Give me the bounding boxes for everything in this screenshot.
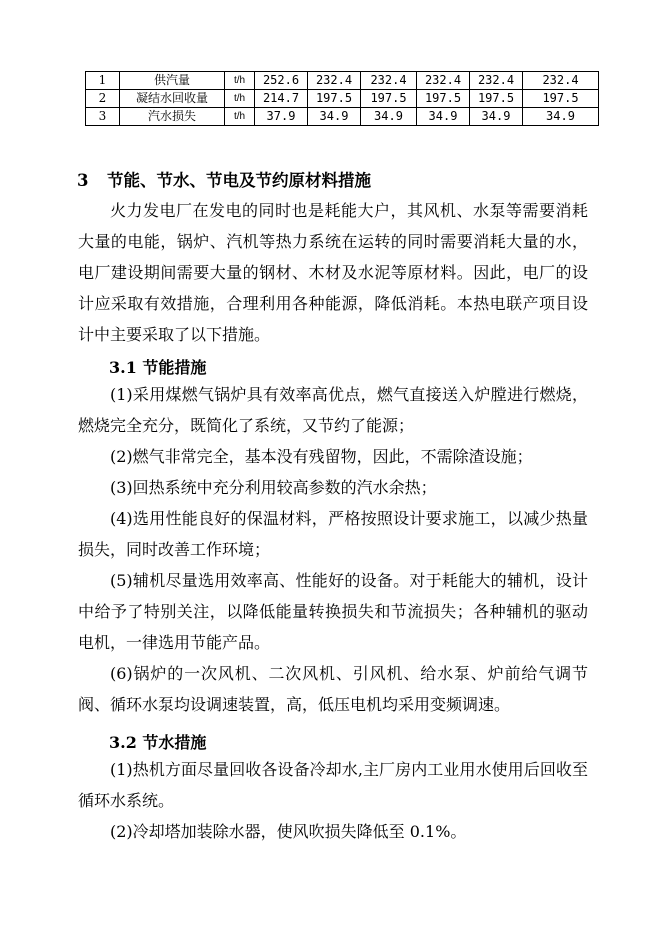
- row-number-cell: 1: [86, 72, 120, 90]
- row-number-cell: 2: [86, 90, 120, 108]
- energy-item: (2)燃气非常完全，基本没有残留物，因此，不需除渣设施；: [110, 447, 533, 466]
- value-cell: 197.5: [308, 90, 361, 108]
- intro-paragraph: 火力发电厂在发电的同时也是耗能大户，其风机、水泵等需要消耗大量的电能，锅炉、汽机等热力系统在运转的同时需要消耗大量的水，电厂建设期间需要大量的钢材、木材及水泥等原材料。因此，电厂的设计应采取有效措施，合理利用各种能源，降低消耗。本热电联产项目设计中主要采取了以下措施。: [78, 201, 588, 344]
- section-heading: 3 节能、节水、节电及节约原材料措施: [77, 171, 371, 190]
- value-cell: 214.7: [255, 90, 308, 108]
- energy-item: (5)辅机尽量选用效率高、性能好的设备。对于耗能大的辅机，设计中给予了特别关注，以降低能量转换损失和节流损失；各种辅机的驱动电机，一律选用节能产品。: [78, 571, 588, 652]
- row-number-cell: 3: [86, 108, 120, 126]
- energy-item: (4)选用性能良好的保温材料，严格按照设计要求施工，以减少热量损失，同时改善工作环境；: [78, 509, 588, 559]
- item-name-cell: 凝结水回收量: [120, 90, 225, 108]
- value-cell: 34.9: [470, 108, 523, 126]
- energy-item: (6)锅炉的一次风机、二次风机、引风机、给水泵、炉前给气调节阀、循环水泵均设调速装置，高，低压电机均采用变频调速。: [78, 664, 588, 714]
- value-cell: 197.5: [470, 90, 523, 108]
- steam-balance-table: [85, 71, 599, 126]
- water-saving-heading: 3.2 节水措施: [109, 733, 207, 752]
- value-cell: 34.9: [417, 108, 470, 126]
- value-cell: 232.4: [308, 72, 361, 90]
- energy-saving-heading: 3.1 节能措施: [109, 358, 207, 377]
- value-cell: 232.4: [361, 72, 417, 90]
- water-item: (1)热机方面尽量回收各设备冷却水,主厂房内工业用水使用后回收至循环水系统。: [78, 760, 588, 810]
- value-cell: 197.5: [523, 90, 599, 108]
- table-row: [86, 108, 599, 126]
- energy-item: (3)回热系统中充分利用较高参数的汽水余热；: [110, 478, 437, 497]
- value-cell: 34.9: [361, 108, 417, 126]
- value-cell: 37.9: [255, 108, 308, 126]
- unit-cell: t/h: [225, 108, 255, 126]
- value-cell: 34.9: [308, 108, 361, 126]
- item-name-cell: 汽水损失: [120, 108, 225, 126]
- value-cell: 232.4: [523, 72, 599, 90]
- value-cell: 34.9: [523, 108, 599, 126]
- table-row: [86, 90, 599, 108]
- value-cell: 197.5: [361, 90, 417, 108]
- value-cell: 232.4: [417, 72, 470, 90]
- water-item: (2)冷却塔加装除水器，使风吹损失降低至 0.1%。: [110, 822, 467, 841]
- energy-item: (1)采用煤燃气锅炉具有效率高优点，燃气直接送入炉膛进行燃烧，燃烧完全充分，既简化了系统，又节约了能源；: [78, 385, 588, 435]
- value-cell: 232.4: [470, 72, 523, 90]
- item-name-cell: 供汽量: [120, 72, 225, 90]
- table-row: [86, 72, 599, 90]
- unit-cell: t/h: [225, 72, 255, 90]
- value-cell: 252.6: [255, 72, 308, 90]
- unit-cell: t/h: [225, 90, 255, 108]
- value-cell: 197.5: [417, 90, 470, 108]
